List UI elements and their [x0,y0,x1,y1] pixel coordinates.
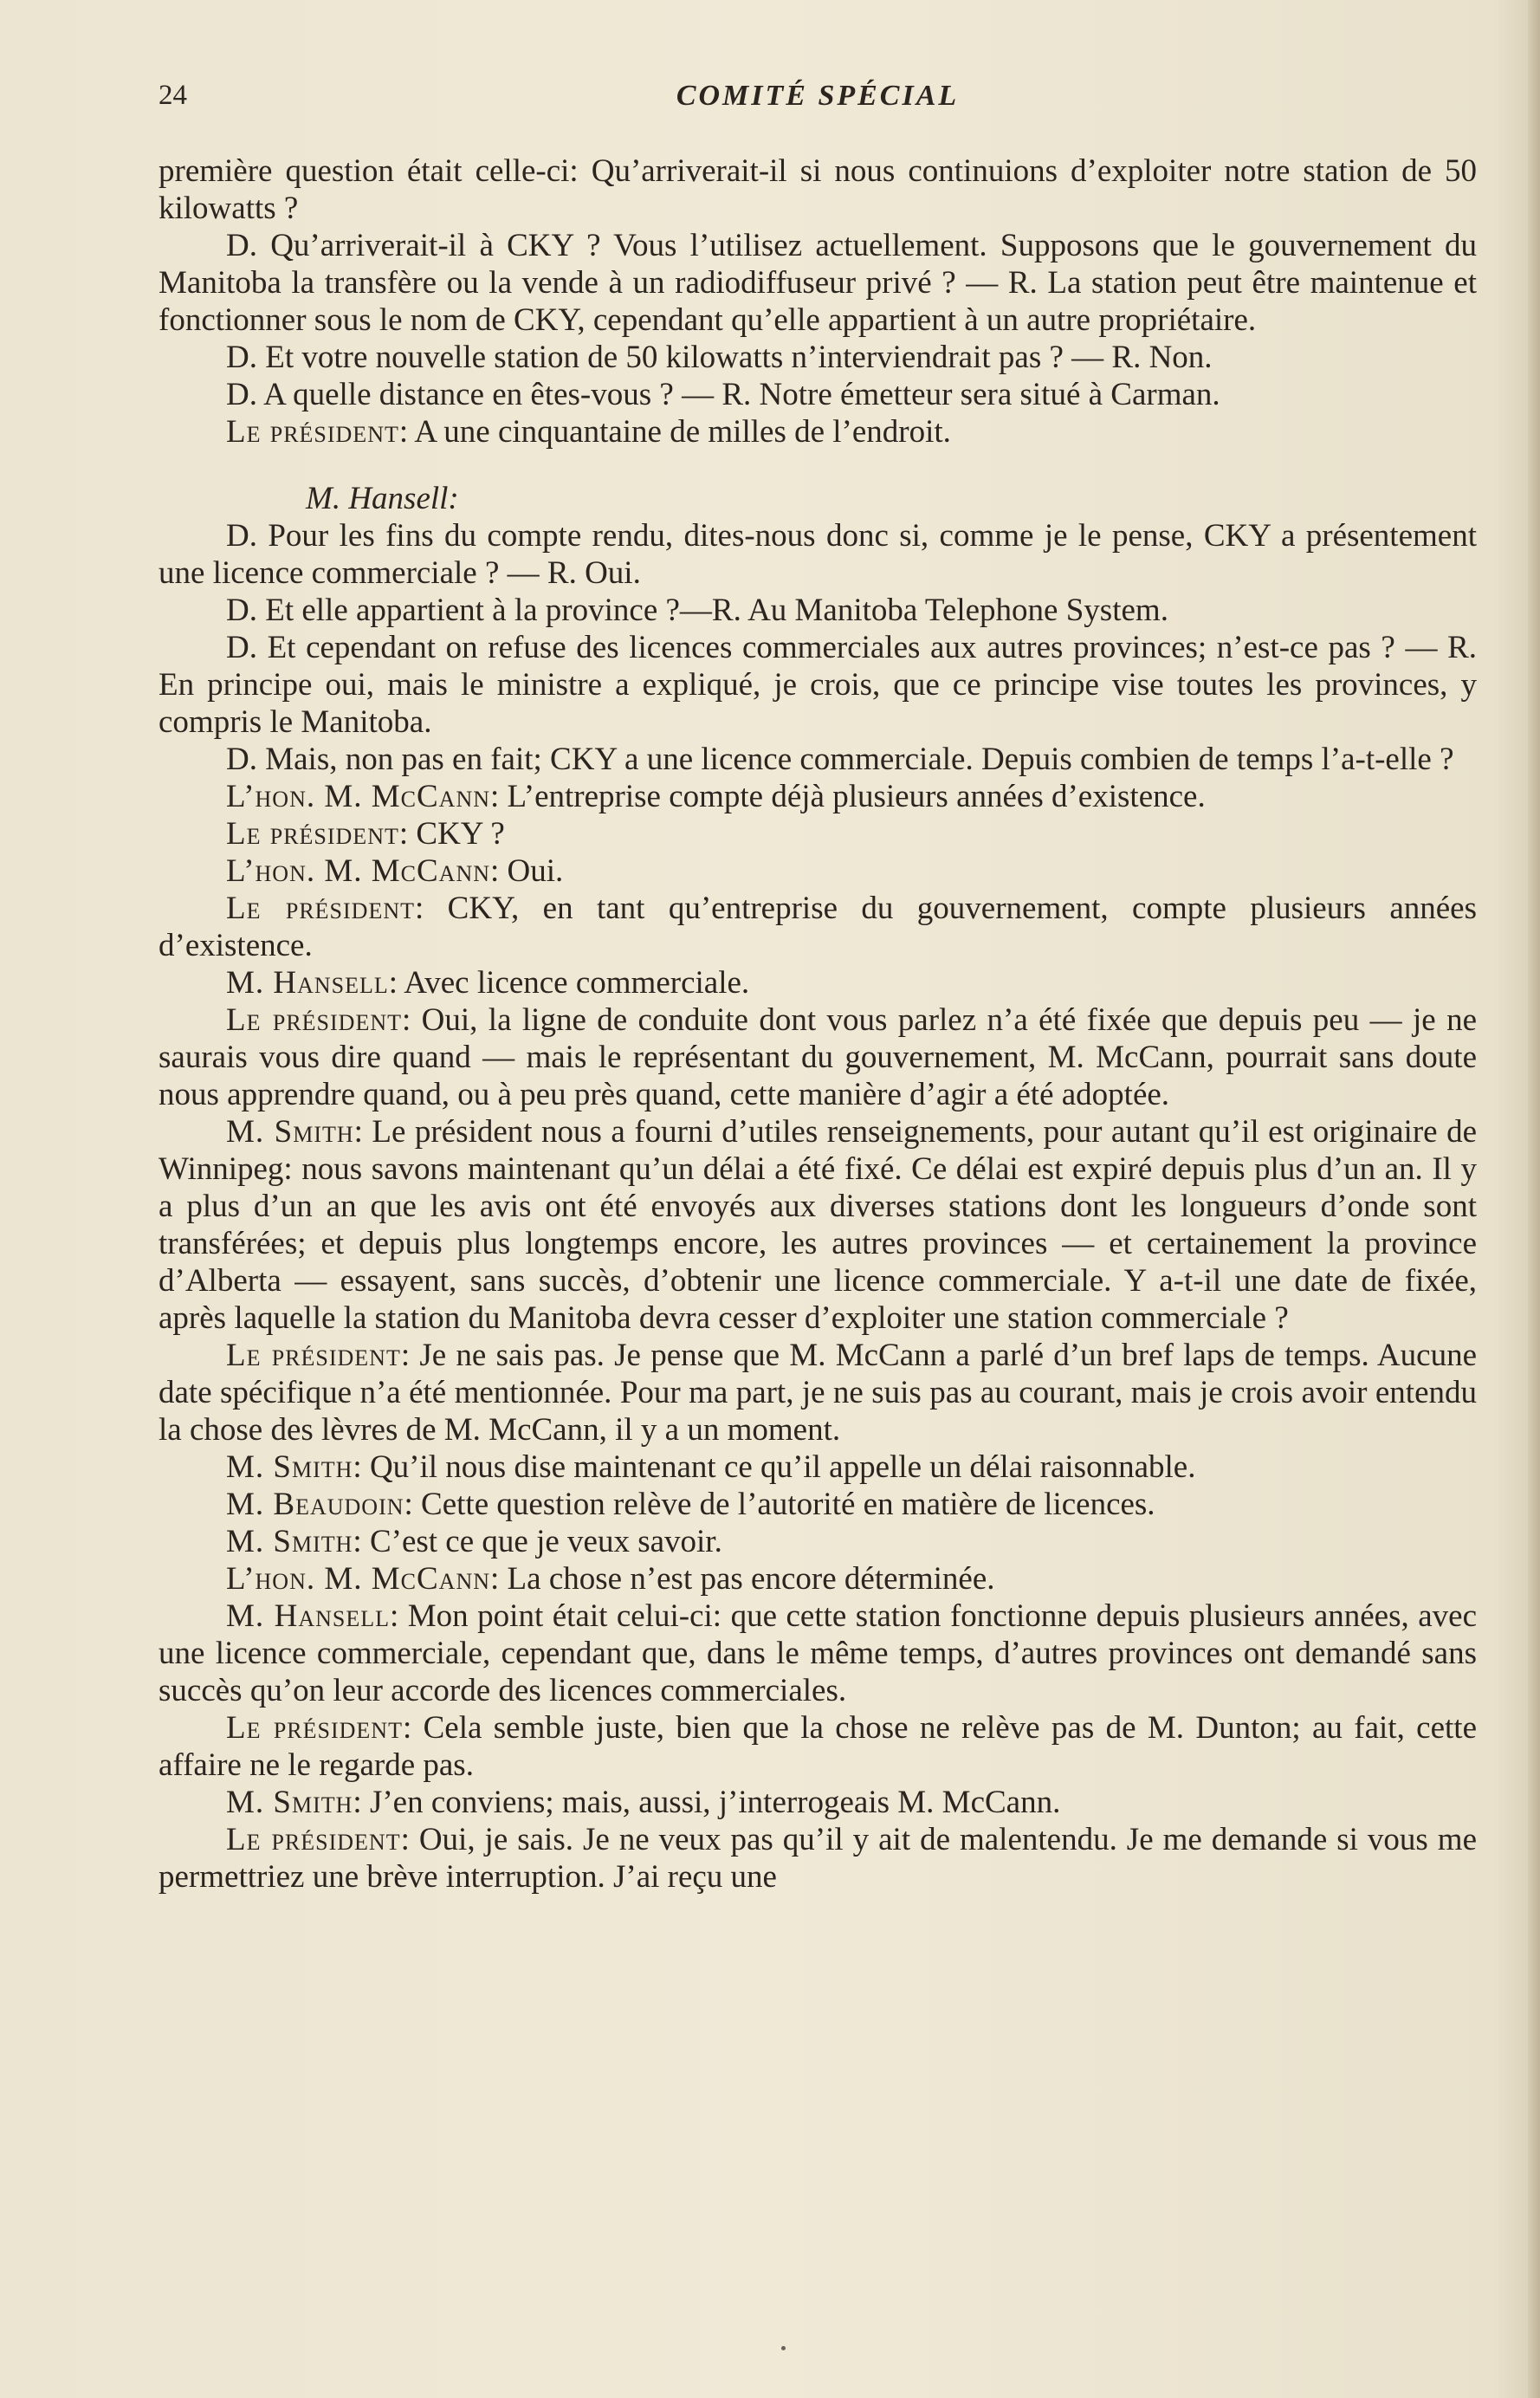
page-body [159,152,1477,1896]
running-head: COMITÉ SPÉCIAL [676,80,960,112]
paragraph: M. Smith: Le président nous a fourni d’utiles renseignements, pour autant qu’il est originaire de Winnipeg: nous savons maintenant qu’un délai a été fixé. Ce délai est expiré depuis plus d’un an. Il y a plus d’un an que les avis ont été envoyés aux diverses stations dont les longueurs d’onde sont transférées; et depuis plus longtemps encore, les autres provinces — et certainement la province d’Alberta — essayent, sans succès, d’obtenir une licence commerciale. Y a-t-il une date de fixée, après laquelle la station du Manitoba devra cesser d’exploiter une station commerciale ? [159,1114,1477,1336]
section-speaker-heading: M. Hansell: [306,481,459,516]
speaker-name: M. Smith [226,1114,354,1150]
paragraph: M. Hansell: Mon point était celui-ci: que cette station fonctionne depuis plusieurs années, avec une licence commerciale, cependant que, dans le même temps, d’autres provinces ont demandé sans succès qu’on leur accorde des licences commerciales. [159,1598,1477,1708]
speaker-name: Le président [226,1002,402,1038]
page-header [159,80,1477,123]
paragraph: D. Pour les fins du compte rendu, dites-nous donc si, comme je le pense, CKY a présentement une licence commerciale ? — R. Oui. [159,518,1477,591]
paragraph: M. Smith: C’est ce que je veux savoir. [226,1524,722,1559]
speaker-name: Le président [226,414,399,450]
paragraph: M. Smith: J’en conviens; mais, aussi, j’interrogeais M. McCann. [226,1785,1061,1820]
speaker-name: Le président [226,1710,403,1746]
footer-dot [781,2346,786,2350]
paragraph: Le président: CKY, en tant qu’entreprise du gouvernement, compte plusieurs années d’existence. [159,891,1478,963]
speaker-name: Le président [226,1338,401,1373]
speaker-name: L’hon. M. McCann [226,1561,491,1597]
paragraph: M. Hansell: Avec licence commerciale. [226,965,750,1001]
speaker-name: Le président [226,816,399,852]
page-number: 24 [159,80,187,111]
paragraph: D. Et votre nouvelle station de 50 kilowatts n’interviendrait pas ? — R. Non. [226,340,1213,375]
paragraph: L’hon. M. McCann: L’entreprise compte déjà plusieurs années d’existence. [226,779,1206,814]
paragraph: D. Qu’arriverait-il à CKY ? Vous l’utilisez actuellement. Supposons que le gouvernement du Manitoba la transfère ou la vende à un radiodiffuseur privé ? — R. La station peut être maintenue et fonctionner sous le nom de CKY, cependant qu’elle appartient à un autre propriétaire. [159,228,1477,338]
paragraph: Le président: A une cinquantaine de milles de l’endroit. [226,414,951,450]
page-edge [1528,0,1540,2398]
paragraph: première question était celle-ci: Qu’arriverait-il si nous continuions d’exploiter notre station de 50 kilowatts ? [159,153,1477,226]
speaker-name: M. Hansell [226,965,389,1001]
paragraph: Le président: Oui, je sais. Je ne veux pas qu’il y ait de malentendu. Je me demande si vous me permettriez une brève interruption. J’ai reçu une [159,1822,1477,1895]
speaker-name: M. Smith [226,1524,353,1559]
paragraph: D. A quelle distance en êtes-vous ? — R. Notre émetteur sera situé à Carman. [226,377,1220,412]
paragraph: M. Smith: Qu’il nous dise maintenant ce qu’il appelle un délai raisonnable. [226,1449,1196,1485]
paragraph: D. Mais, non pas en fait; CKY a une licence commerciale. Depuis combien de temps l’a-t-elle ? [226,742,1454,777]
paragraph: D. Et cependant on refuse des licences commerciales aux autres provinces; n’est-ce pas ? — R. En principe oui, mais le ministre a expliqué, je crois, que ce principe vise toutes les provinces, y compris le Manitoba. [159,630,1477,740]
paragraph: L’hon. M. McCann: La chose n’est pas encore déterminée. [226,1561,995,1597]
speaker-name: M. Smith [226,1785,353,1820]
paragraph: D. Et elle appartient à la province ?—R. Au Manitoba Telephone System. [226,593,1168,628]
speaker-name: M. Beaudoin [226,1487,404,1522]
speaker-name: Le président [226,1822,401,1857]
paragraph: Le président: Oui, la ligne de conduite dont vous parlez n’a été fixée que depuis peu — je ne saurais vous dire quand — mais le représentant du gouvernement, M. McCann, pourrait sans doute nous apprendre quand, ou à peu près quand, cette manière d’agir a été adoptée. [159,1002,1477,1112]
speaker-name: M. Hansell [226,1598,391,1634]
speaker-name: M. Smith [226,1449,353,1485]
paragraph: M. Beaudoin: Cette question relève de l’autorité en matière de licences. [226,1487,1155,1522]
speaker-name: Le président [226,891,415,926]
speaker-name: L’hon. M. McCann [226,779,491,814]
paragraph: Le président: CKY ? [226,816,505,852]
paragraph: L’hon. M. McCann: Oui. [226,853,564,889]
paragraph: Le président: Cela semble juste, bien que la chose ne relève pas de M. Dunton; au fait, cette affaire ne le regarde pas. [159,1710,1477,1783]
speaker-name: L’hon. M. McCann [226,853,491,889]
paragraph: Le président: Je ne sais pas. Je pense que M. McCann a parlé d’un bref laps de temps. Aucune date spécifique n’a été mentionnée. Pour ma part, je ne suis pas au courant, mais je crois avoir entendu la chose des lèvres de M. McCann, il y a un moment. [159,1338,1477,1448]
